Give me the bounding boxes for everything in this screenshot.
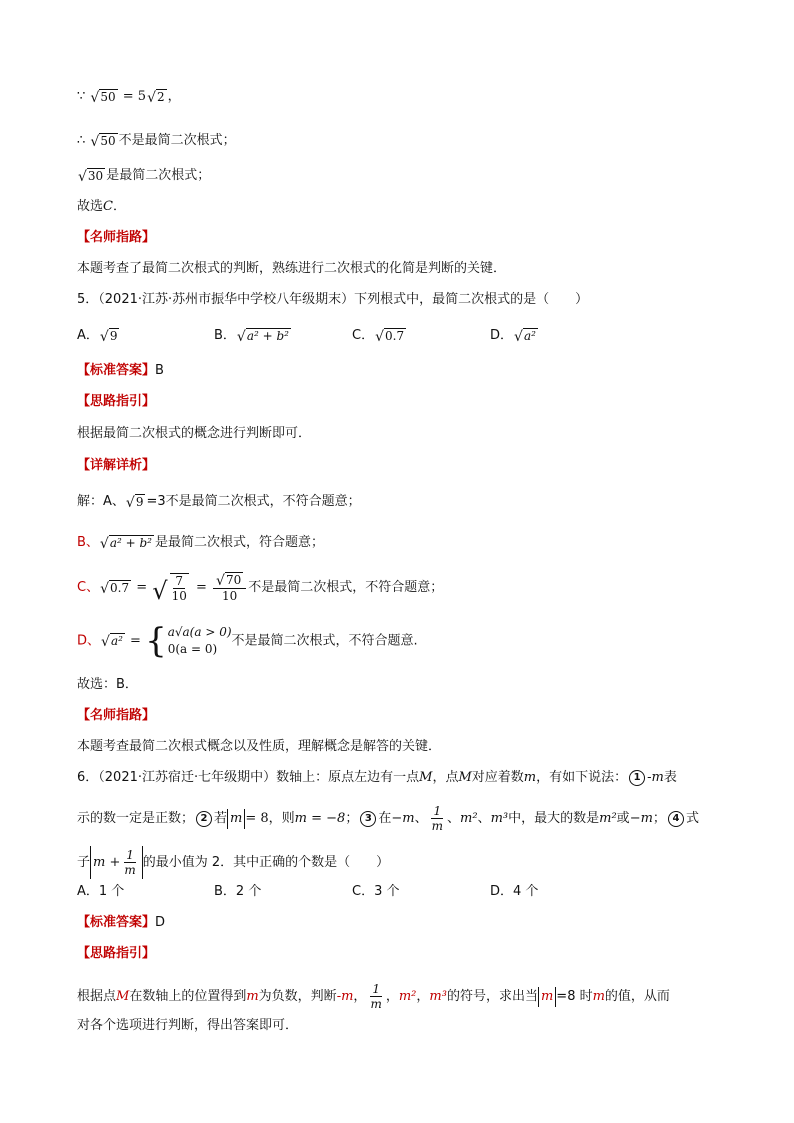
option-d: D．4 个 <box>490 884 539 899</box>
option-b: B．2 个 <box>214 884 262 899</box>
section-heading: 【思路指引】 <box>77 946 156 961</box>
teacher-tip-text: 本题考查最简二次根式概念以及性质，理解概念是解答的关键． <box>77 739 442 754</box>
section-heading: 【名师指路】 <box>77 708 156 723</box>
section-heading: 【标准答案】B <box>77 363 164 378</box>
solution-a: 解：A、 √ 9 =3不是最简二次根式，不符合题意； <box>77 494 361 511</box>
option-c: C． √ 0.7 <box>352 328 405 345</box>
option-b: B． √ a² + b² <box>214 328 289 345</box>
radical: √ 50 <box>90 133 116 150</box>
thinking-text: 根据最简二次根式的概念进行判断即可． <box>77 426 312 441</box>
teacher-tip-text: 本题考查了最简二次根式的判断，熟练进行二次根式的化简是判断的关键． <box>77 261 507 276</box>
section-heading: 【标准答案】D <box>77 915 166 930</box>
section-heading: 【名师指路】 <box>77 230 156 245</box>
option-d: D． √ a² <box>490 328 536 345</box>
choose-line: 故选C． <box>77 199 126 214</box>
thinking-text: 根据点M在数轴上的位置得到m为负数，判断-m， $\frac{1}{m}$ ，m²，m³的符号，求出当 m =8 时m的值，从而 <box>77 982 670 1011</box>
option-a: A．1 个 <box>77 884 125 899</box>
option-a: A． √ 9 <box>77 328 118 345</box>
since-symbol: ∵ <box>77 89 86 104</box>
question-6-line-2: 示的数一定是正数； 2 若 m = 8，则m = −8； 3 在−m、 $\frac{1}{m}$ 、m²、m³中，最大的数是m²或−m； 4 式 <box>77 804 699 833</box>
circled-number: 1 <box>629 770 645 786</box>
question-6-line-3: 子 m + $\frac{1}{m}$ 的最小值为 2．其中正确的个数是（ ） <box>77 848 390 877</box>
section-heading: 【思路指引】 <box>77 394 156 409</box>
question-5-stem: 5．（2021·江苏·苏州市振华中学校八年级期末）下列根式中，最简二次根式的是（ ） <box>77 292 589 307</box>
solution-c: C、 √ 0.7 = √ $\frac{7}{10}$ = √ 70 10 不是最简二次根式，不符合题意； <box>77 573 444 605</box>
cases-brace: { a√a(a > 0) 0(a = 0) <box>145 621 232 661</box>
radical: √ 50 <box>90 89 116 106</box>
radical: √ 2 <box>147 89 165 106</box>
therefore-symbol: ∴ <box>77 133 86 148</box>
since-line: ∵ √ 50 = 5 √ 2 ， <box>77 89 181 106</box>
section-heading: 【详解详析】 <box>77 458 156 473</box>
therefore-line: ∴ √ 50 不是最简二次根式； <box>77 133 236 150</box>
simplest-line: √ 30 是最简二次根式； <box>78 168 211 185</box>
question-6-line-1: 6．（2021·江苏宿迁·七年级期中）数轴上：原点左边有一点M，点M对应着数m，有如下说法： 1 -m表 <box>77 770 677 785</box>
radical: √ 30 <box>78 168 104 185</box>
thinking-text: 对各个选项进行判断，得出答案即可． <box>77 1018 299 1033</box>
solution-b: B、 √ a² + b² 是最简二次根式，符合题意； <box>77 535 324 552</box>
choose-line: 故选：B． <box>77 677 138 692</box>
option-c: C．3 个 <box>352 884 400 899</box>
solution-d: D、 √ a² = { a√a(a > 0) 0(a = 0) 不是最简二次根式，不符合题意. <box>77 621 418 661</box>
